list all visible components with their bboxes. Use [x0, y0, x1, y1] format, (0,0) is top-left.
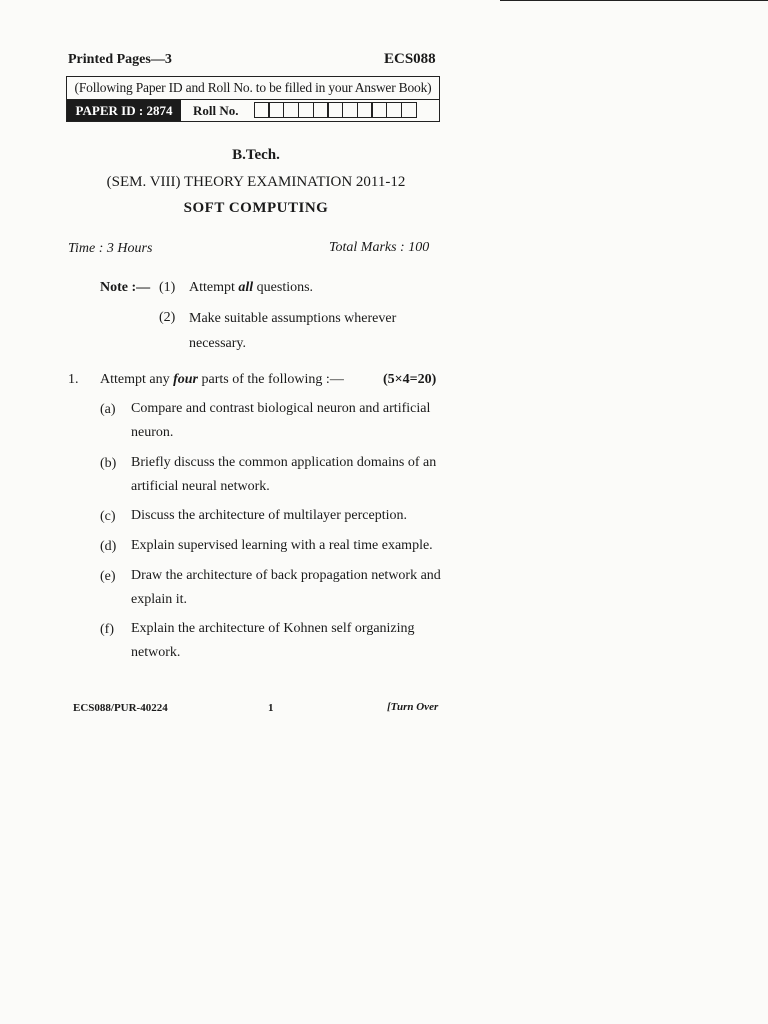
total-marks: Total Marks : 100	[329, 240, 430, 255]
part-text: Explain supervised learning with a real time example.	[131, 538, 433, 553]
roll-no-cell	[313, 102, 329, 118]
note-number: (2)	[159, 310, 176, 325]
paper-code: ECS088	[384, 51, 436, 67]
part-label: (d)	[100, 539, 117, 554]
note-number: (1)	[159, 280, 176, 295]
part-text: Briefly discuss the common application domains of an artificial neural network.	[131, 455, 437, 494]
exam-session: (SEM. VIII) THEORY EXAMINATION 2011-12	[106, 174, 406, 190]
roll-no-cell	[254, 102, 270, 118]
roll-no-boxes	[255, 102, 417, 118]
roll-no-cell	[371, 102, 387, 118]
footer-paper-code: ECS088/PUR-40224	[73, 702, 168, 714]
part-label: (f)	[100, 622, 114, 637]
roll-no-cell	[283, 102, 299, 118]
page-number: 1	[268, 702, 274, 714]
roll-no-cell	[401, 102, 417, 118]
note-text: Attempt all questions.	[189, 280, 314, 295]
note-text: Make suitable assumptions wherever necessary.	[189, 311, 397, 351]
roll-no-cell	[298, 102, 314, 118]
roll-no-cell	[342, 102, 358, 118]
question-marks: (5×4=20)	[383, 372, 437, 387]
roll-no-cell	[327, 102, 343, 118]
question-stem: Attempt any four parts of the following :—	[100, 372, 344, 387]
exam-time: Time : 3 Hours	[68, 241, 153, 256]
part-label: (e)	[100, 569, 116, 584]
part-text: Discuss the architecture of multilayer perception.	[131, 508, 408, 523]
part-label: (b)	[100, 456, 117, 471]
part-text: Compare and contrast biological neuron and artificial neuron.	[131, 401, 431, 440]
part-text: Explain the architecture of Kohnen self organizing network.	[131, 621, 415, 660]
note-label: Note :—	[100, 280, 151, 295]
paper-id-box	[66, 76, 440, 122]
roll-no-cell	[268, 102, 284, 118]
roll-no-cell	[386, 102, 402, 118]
question-number: 1.	[68, 372, 79, 387]
roll-no-label: Roll No.	[193, 103, 239, 118]
subject-title: SOFT COMPUTING	[183, 200, 329, 216]
paper-id-label: PAPER ID : 2874	[67, 100, 181, 121]
degree-title: B.Tech.	[232, 147, 280, 163]
id-box-instruction: (Following Paper ID and Roll No. to be filled in your Answer Book)	[67, 77, 439, 100]
part-label: (a)	[100, 402, 116, 417]
part-label: (c)	[100, 509, 116, 524]
scan-edge-line	[500, 0, 768, 1]
turn-over-label: [Turn Over	[387, 701, 439, 713]
roll-no-cell	[357, 102, 373, 118]
part-text: Draw the architecture of back propagation network and explain it.	[131, 568, 441, 607]
printed-pages: Printed Pages—3	[68, 52, 172, 67]
